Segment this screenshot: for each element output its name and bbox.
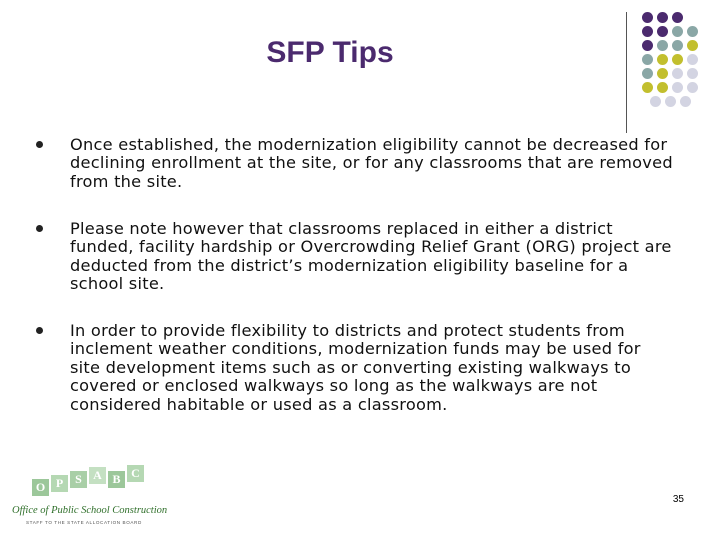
bullet-text: Please note however that classrooms replaced in either a district funded, facility hardship or Overcrowding Relief Grant (ORG) project are deducted from the district’s modernization eligibility baseline for a school site. [70,219,672,294]
dot-pattern-decoration [640,12,720,122]
dot-gray [680,96,691,107]
logo-block-s: S [70,471,87,488]
dot-purple [657,26,668,37]
dot-olive [672,54,683,65]
dot-olive [657,68,668,79]
dot-teal [687,26,698,37]
title-divider [626,12,627,133]
dot-teal [642,68,653,79]
dot-gray [687,68,698,79]
bullet-text: In order to provide flexibility to districts and protect students from inclement weather conditions, modernization funds may be used for site development items such as or converting existing walkways to covered or enclosed walkways so long as the walkways are not considered habitable or used as a classroom. [70,321,641,414]
dot-purple [672,12,683,23]
dot-purple [642,12,653,23]
logo-block-o: O [32,479,49,496]
dot-gray [665,96,676,107]
dot-gray [650,96,661,107]
dot-gray [672,68,683,79]
slide-title: SFP Tips [266,36,394,69]
logo-letter-blocks [32,465,154,499]
dot-gray [672,82,683,93]
dot-gray [687,82,698,93]
dot-olive [687,40,698,51]
dot-olive [642,82,653,93]
dot-purple [642,40,653,51]
bullet-marker [36,225,43,232]
logo-block-c: C [127,465,144,482]
dot-olive [657,82,668,93]
bullet-marker [36,327,43,334]
dot-teal [672,26,683,37]
bullet-text: Once established, the modernization eligibility cannot be decreased for declining enrollment at the site, or for any classrooms that are removed from the site. [70,135,673,191]
page-number: 35 [672,494,684,505]
dot-teal [642,54,653,65]
dot-purple [642,26,653,37]
dot-teal [657,40,668,51]
logo-tagline: STAFF TO THE STATE ALLOCATION BOARD [26,520,142,525]
logo-block-p: P [51,475,68,492]
dot-olive [657,54,668,65]
opsc-logo [12,465,168,527]
bullet-marker [36,141,43,148]
dot-purple [657,12,668,23]
dot-gray [687,54,698,65]
logo-block-b: B [108,471,125,488]
dot-teal [672,40,683,51]
logo-organization-name: Office of Public School Construction [12,505,168,516]
logo-block-a: A [89,467,106,484]
